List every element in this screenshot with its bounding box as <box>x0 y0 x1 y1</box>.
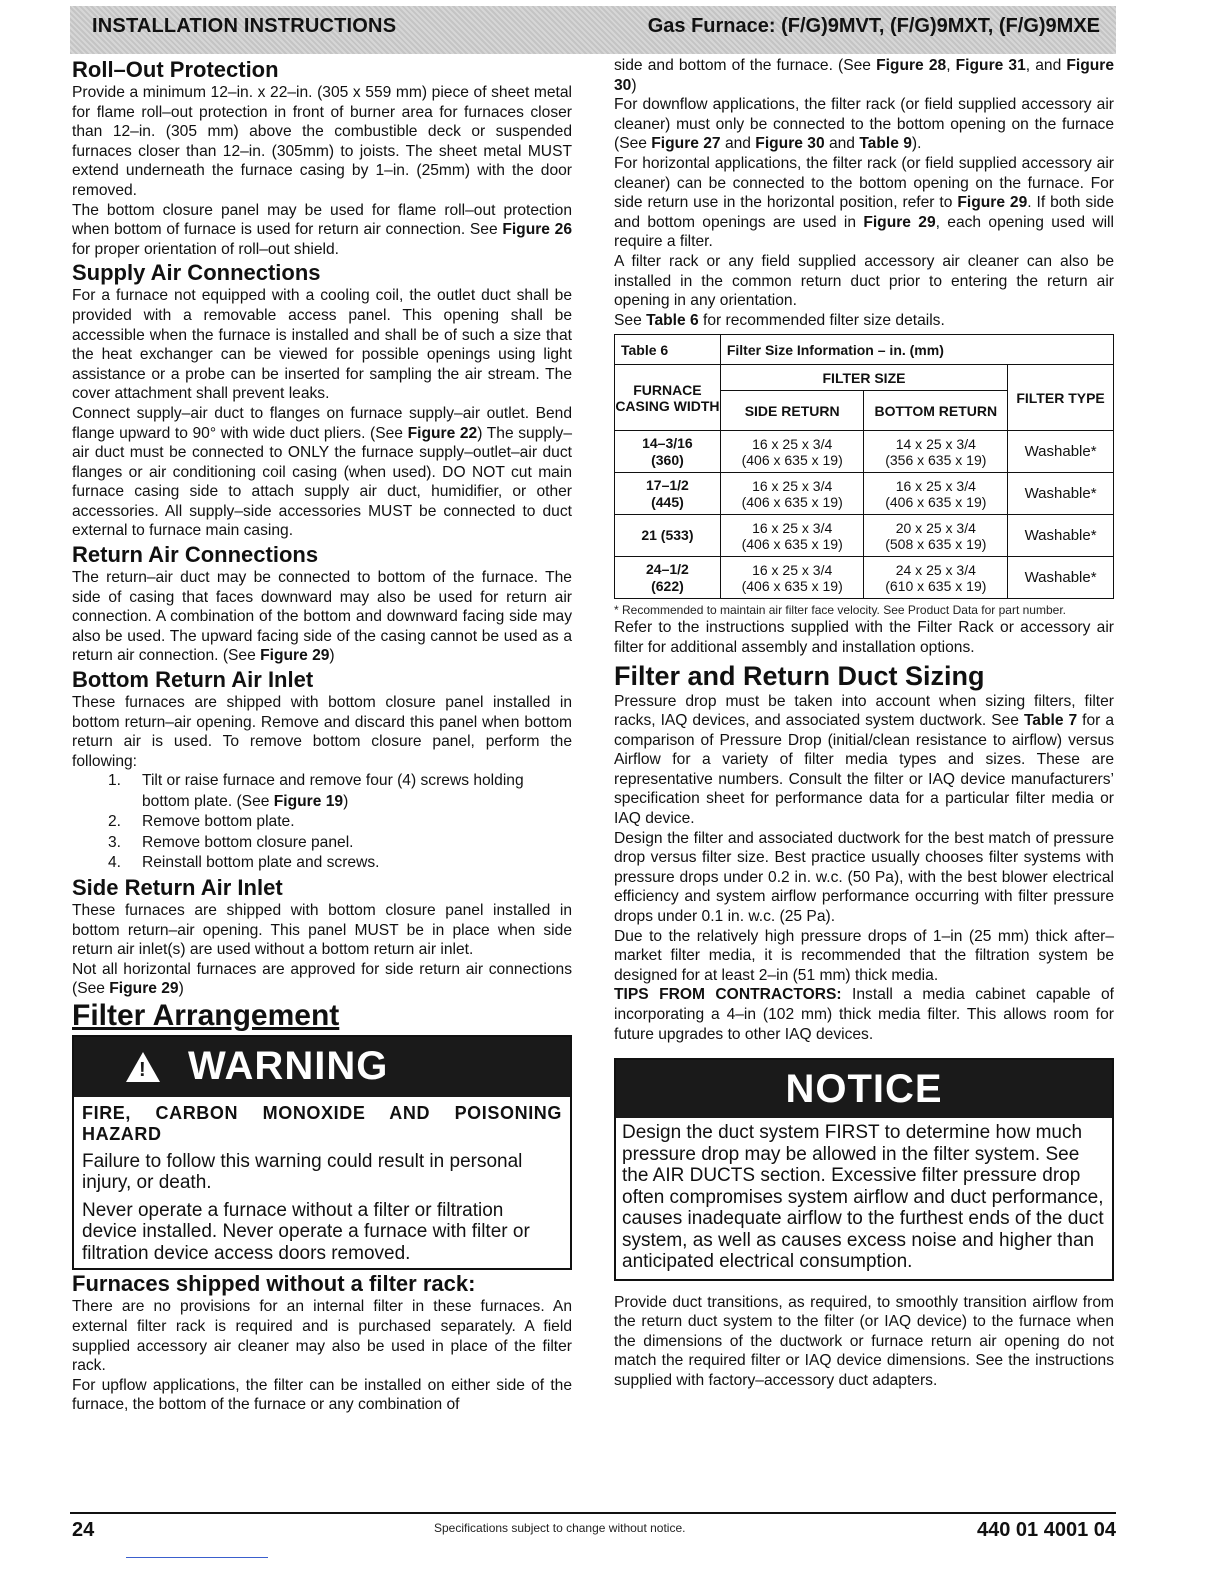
filter-arrangement-heading: Filter Arrangement <box>72 998 340 1032</box>
warning-title: WARNING <box>188 1044 389 1089</box>
header-filter-size: FILTER SIZE <box>720 365 1007 391</box>
side-return-heading: Side Return Air Inlet <box>72 874 283 900</box>
header-casing-width: FURNACE CASING WIDTH <box>615 365 721 431</box>
rollout-heading: Roll–Out Protection <box>72 57 279 82</box>
sizing-paragraph-1: Pressure drop must be taken into account when sizing filters, filter racks, IAQ devices, and associated system ductwork. See Table 7 for a comparison of Pressure Drop (initial/clean resistance to airflow) versus Airflow for a variety of filter media types and sizes. These are representative numbers. Consult the filter or IAQ device manufacturers’ specification sheet for performance data for a particular filter media or IAQ device. <box>614 692 1115 828</box>
bottom-return-paragraph: These furnaces are shipped with bottom closure panel installed in bottom return–air opening. Remove and discard this panel when bottom return air is used. To remove bottom closure panel, perform the following: <box>72 694 572 770</box>
right-column <box>614 56 1114 1391</box>
warning-body <box>74 1097 570 1269</box>
downflow-paragraph: For downflow applications, the filter rack (or field supplied accessory air cleaner) must only be connected to the bottom opening on the furnace (See Figure 27 and Figure 30 and Table 9). <box>614 96 1114 153</box>
warning-triangle-icon: ! <box>126 1052 160 1082</box>
warning-header <box>74 1037 570 1097</box>
sizing-heading: Filter and Return Duct Sizing <box>614 660 985 691</box>
sizing-paragraph-2: Design the filter and associated ductwork for the best match of pressure drop versus filter size. Best practice usually chooses filter systems with pressure drops under 0.2 in. w.c. (50 Pa), with the best blower electrical efficiency and system airflow performance occurring with filter pressure drops under 0.1 in. w.c. (25 Pa). <box>614 829 1114 926</box>
warning-text-1: Failure to follow this warning could result in personal injury, or death. <box>82 1150 523 1194</box>
step-item: 4. Reinstall bottom plate and screws. <box>108 854 380 872</box>
step-item: 3. Remove bottom closure panel. <box>108 833 354 851</box>
table-row: 24–1/2 (622) 16 x 25 x 3/4 (406 x 635 x 19) 24 x 25 x 3/4 (610 x 635 x 19) Washable* <box>615 557 1114 599</box>
notice-box <box>614 1058 1114 1281</box>
header-filter-type: FILTER TYPE <box>1008 365 1114 431</box>
continued-paragraph: side and bottom of the furnace. (See Figure 28, Figure 31, and Figure 30) <box>614 57 1115 94</box>
transition-paragraph: Provide duct transitions, as required, to smoothly transition airflow from the return duct system to the filter (or IAQ device) to the furnace when the dimensions of the ductwork or furnace return air opening do not match the required filter or IAQ device dimensions. See the instructions supplied with factory–accessory duct adapters. <box>614 1293 1114 1390</box>
table-title: Filter Size Information – in. (mm) <box>720 335 1113 365</box>
header-bar <box>70 6 1116 54</box>
supply-paragraph-1: For a furnace not equipped with a cooling coil, the outlet duct shall be provided with a removable access panel. This opening shall be accessible when the furnace is installed and shall be of such a size that the heat exchanger can be viewed for possible openings using light assistance or a probe can be inserted for sampling the air stream. The cover attachment shall prevent leaks. <box>72 287 572 403</box>
warning-box <box>72 1035 572 1271</box>
footer-rule <box>70 1512 1116 1514</box>
header-bottom-return: BOTTOM RETURN <box>864 391 1008 431</box>
figure-ref: Figure 29 <box>109 980 179 998</box>
return-paragraph-1: The return–air duct may be connected to bottom of the furnace. The side of casing that faces downward may also be used for return air connection. A combination of the bottom and downward facing side may also be used. The upward facing side of the casing cannot be used as a return air connection. (See Figure 29) <box>72 569 572 665</box>
horizontal-paragraph: For horizontal applications, the filter rack (or field supplied accessory air cleaner) can be connected to the bottom opening on the furnace. For side return use in the horizontal position, refer to Figure 29. If both side and bottom openings are used in Figure 29, each opening used will require a filter. <box>614 154 1114 251</box>
side-return-paragraph-2: Not all horizontal furnaces are approved for side return air connections (See Figure 29) <box>72 960 572 998</box>
footer-note: Specifications subject to change without notice. <box>434 1521 686 1535</box>
figure-ref: Figure 26 <box>502 221 573 239</box>
figure-ref: Figure 29 <box>260 647 330 665</box>
figure-ref: Figure 22 <box>407 424 478 442</box>
header-left-title: INSTALLATION INSTRUCTIONS <box>92 15 397 37</box>
table-row: 14–3/16 (360) 16 x 25 x 3/4 (406 x 635 x 19) 14 x 25 x 3/4 (356 x 635 x 19) Washable* <box>615 431 1114 473</box>
left-column <box>72 56 572 1415</box>
side-return-paragraph-1: These furnaces are shipped with bottom closure panel installed in bottom return–air opening. This panel MUST be in place when side return air inlet(s) are used without a bottom return air inlet. <box>72 901 572 959</box>
step-item: 1. Tilt or raise furnace and remove four (4) screws holding bottom plate. (See Figure 19) <box>108 772 524 810</box>
header-right-title: Gas Furnace: (F/G)9MVT, (F/G)9MXT, (F/G)9MXE <box>647 15 1100 37</box>
bottom-return-heading: Bottom Return Air Inlet <box>72 667 314 693</box>
table-label: Table 6 <box>615 335 721 365</box>
warning-text-2: Never operate a furnace without a filter or filtration device installed. Never operate a furnace with filter or filtration device access doors removed. <box>82 1199 530 1264</box>
warning-hazard: FIRE, CARBON MONOXIDE AND POISONING HAZARD <box>82 1102 562 1144</box>
shipped-heading: Furnaces shipped without a filter rack: <box>72 1271 476 1297</box>
return-heading: Return Air Connections <box>72 542 319 568</box>
table-row: 21 (533) 16 x 25 x 3/4 (406 x 635 x 19) 20 x 25 x 3/4 (508 x 635 x 19) Washable* <box>615 515 1114 557</box>
blue-rule <box>126 1557 268 1558</box>
filter-rack-paragraph: A filter rack or any field supplied accessory air cleaner can also be installed in the common return duct prior to entering the return air opening in any orientation. <box>614 252 1114 310</box>
supply-heading: Supply Air Connections <box>72 260 321 286</box>
filter-size-table <box>614 334 1114 599</box>
page-number: 24 <box>72 1519 95 1541</box>
supply-paragraph-2: Connect supply–air duct to flanges on furnace supply–air outlet. Bend flange upward to 90° with wide duct pliers. (See Figure 22) The supply–air duct must be connected to ONLY the furnace supply–outlet–air duct flanges or air conditioning coil casing (when used). DO NOT cut main furnace casing side to attach supply air duct, humidifier, or other accessories. All supply–side accessories MUST be connected to duct external to furnace main casing. <box>72 404 573 540</box>
table-row: 17–1/2 (445) 16 x 25 x 3/4 (406 x 635 x 19) 16 x 25 x 3/4 (406 x 635 x 19) Washable* <box>615 473 1114 515</box>
notice-title: NOTICE <box>616 1060 1112 1118</box>
rollout-paragraph-2: The bottom closure panel may be used for flame roll–out protection when bottom of furnace is used for return air connection. See Figure 26 for proper orientation of roll–out shield. <box>72 201 573 258</box>
sizing-paragraph-3: Due to the relatively high pressure drops of 1–in (25 mm) thick after–market filter media, it is recommended that the filtration system be designed for at least 2–in (51 mm) thick media. <box>614 927 1114 984</box>
notice-body: Design the duct system FIRST to determine how much pressure drop may be allowed in the filter system. See the AIR DUCTS section. Excessive filter pressure drop often compromises system airflow and duct performance, causes inadequate airflow to the furthest ends of the duct system, as well as causes excess noise and higher than anticipated electrical consumption. <box>622 1122 1104 1273</box>
shipped-paragraph-1: There are no provisions for an internal filter in these furnaces. An external filter rack is required and is purchased separately. A field supplied accessory air cleaner may also be used in place of the filter rack. <box>72 1298 572 1375</box>
shipped-paragraph-2: For upflow applications, the filter can be installed on either side of the furnace, the bottom of the furnace or any combination of <box>72 1376 572 1414</box>
document-number: 440 01 4001 04 <box>976 1519 1116 1541</box>
header-side-return: SIDE RETURN <box>720 391 864 431</box>
tips-paragraph: TIPS FROM CONTRACTORS: Install a media cabinet capable of incorporating a 4–in (102 mm) thick media filter. This allows room for future upgrades to other IAQ devices. <box>614 986 1114 1043</box>
step-item: 2. Remove bottom plate. <box>108 813 295 831</box>
see-table-paragraph: See Table 6 for recommended filter size details. <box>614 311 945 329</box>
bottom-return-steps <box>108 771 572 874</box>
table-footnote: * Recommended to maintain air filter face velocity. See Product Data for part number. <box>614 603 1066 618</box>
rollout-paragraph-1: Provide a minimum 12–in. x 22–in. (305 x 559 mm) piece of sheet metal for flame roll–out protection in front of burner area for furnaces closer than 12–in. (305 mm) above the combustible deck or suspended furnaces closer than 12–in. (305mm) to joists. The sheet metal MUST extend underneath the furnace casing by 1–in. (25mm) with the door removed. <box>72 84 572 199</box>
refer-paragraph: Refer to the instructions supplied with the Filter Rack or accessory air filter for additional assembly and installation options. <box>614 619 1114 656</box>
